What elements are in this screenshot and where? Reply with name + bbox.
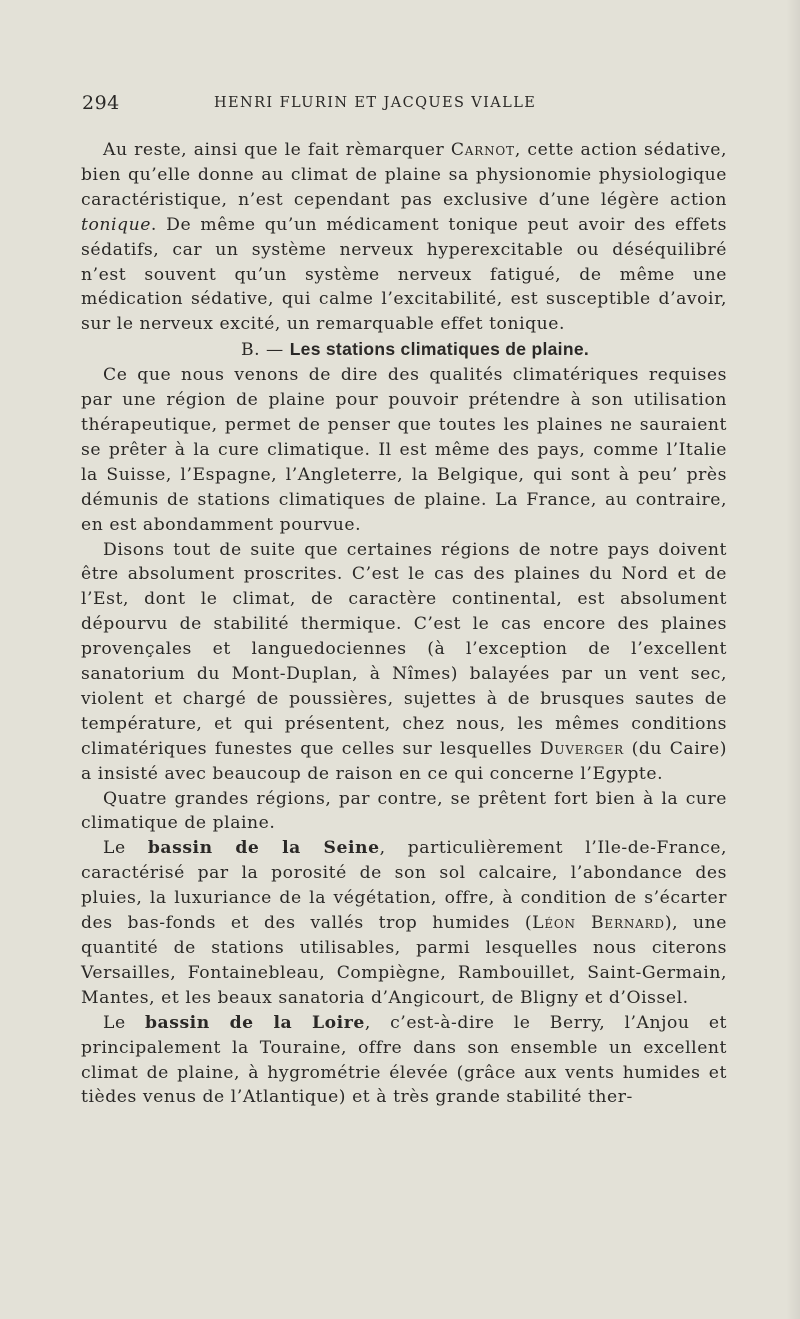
- section-heading: [81, 337, 727, 363]
- paragraph-1: [81, 138, 727, 337]
- region-name: bassin de la Seine: [147, 838, 380, 859]
- page-header: [82, 92, 730, 120]
- text-run: Le: [103, 1012, 145, 1033]
- italic-term: tonique: [81, 214, 151, 235]
- text-run: Disons tout de suite que certaines régions de notre pays doivent être absolument proscrites. C’est le cas des plaines du Nord et de l’Est, dont le climat, de caractère continental, est absolument dépourvu de stabilité thermique. C’est le cas encore des plaines provençales et languedociennes (à l’exception de l’excellent sanatorium du Mont-Duplan, à Nîmes) balayées par un vent sec, violent et chargé de poussières, sujettes à de brusques sautes de température, et qui présentent, chez nous, les mêmes conditions climatériques funestes que celles sur lesquelles: [81, 539, 727, 759]
- region-name: bassin de la Loire: [144, 1012, 365, 1033]
- text-run: ), une quantité de stations utilisables, parmi lesquelles nous citerons Versailles, Fontainebleau, Compiègne, Rambouillet, Saint-Germain, Mantes, et les beaux sanatoria d’Angicourt, de Bligny et d’Oissel.: [81, 913, 727, 1008]
- paragraph-6: [81, 1011, 727, 1111]
- page-number: 294: [82, 92, 120, 114]
- paragraph-3: [81, 538, 727, 787]
- text-run: . De même qu’un médicament tonique peut avoir des effets sédatifs, car un système nerveux hyperexcitable ou déséquilibré n’est souvent qu’un système nerveux fatigué, de même une médication sédative, qui calme l’excitabilité, est susceptible d’avoir, sur le nerveux excité, un remarquable effet tonique.: [81, 214, 727, 335]
- paragraph-5: [81, 836, 727, 1010]
- running-head: HENRI FLURIN ET JACQUES VIALLE: [214, 95, 537, 111]
- paragraph-2: Ce que nous venons de dire des qualités climatériques requises par une région de plaine pour pouvoir prétendre à son utilisation thérapeutique, permet de penser que toutes les plaines ne sauraient se prêter à la cure climatique. Il est même des pays, comme l’Italie la Suisse, l’Espagne, l’Angleterre, la Belgique, qui sont à peu’ près démunis de stations climatiques de plaine. La France, au contraire, en est abondamment pourvue.: [81, 365, 727, 535]
- text-run: , particulièrement l’Ile-de-France, caractérisé par la porosité de son sol calcaire, l’abondance des pluies, la luxuriance de la végétation, offre, à condition de s’écarter des bas-fonds et des vallés trop humides (: [81, 838, 727, 934]
- section-label: B. —: [240, 340, 290, 361]
- author-name: Duverger: [539, 738, 624, 759]
- author-name: Carnot: [450, 140, 515, 160]
- paragraph-4: Quatre grandes régions, par contre, se prêtent fort bien à la cure climatique de plaine.: [81, 788, 727, 834]
- author-name: Léon Bernard: [532, 913, 665, 934]
- text-run: (du Caire) a insisté avec beaucoup de raison en ce qui concerne l’Egypte.: [81, 738, 727, 784]
- text-run: , c’est-à-dire le Berry, l’Anjou et principalement la Touraine, offre dans son ensemble un excellent climat de plaine, à hygrométrie élevée (grâce aux vents humides et tièdes venus de l’Atlantique) et à très grande stabilité ther-: [81, 1012, 727, 1108]
- text-run: Au reste, ainsi que le fait rèmarquer: [103, 140, 451, 160]
- section-title: Les stations climatiques de plaine.: [289, 339, 590, 360]
- text-run: Le: [103, 838, 148, 859]
- text-run: , cette action sédative, bien qu’elle donne au climat de plaine sa physionomie physiologique caractéristique, n’est cependant pas exclusive d’une légère action: [81, 140, 727, 210]
- page-body: [81, 138, 727, 1110]
